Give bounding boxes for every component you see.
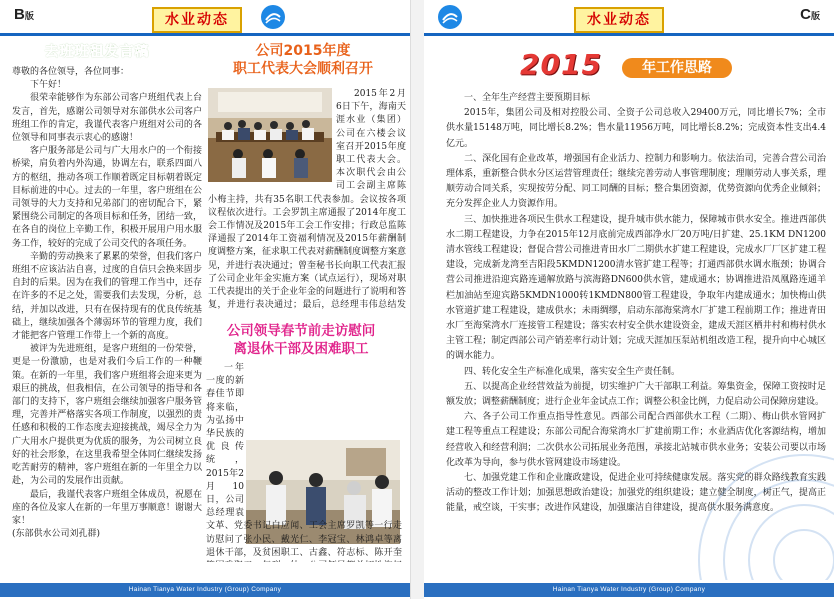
masthead-rule bbox=[424, 33, 834, 36]
footer-right: Hainan Tianya Water Industry (Group) Company bbox=[424, 583, 834, 597]
right-page bbox=[424, 0, 834, 599]
headline-congress: 公司2015年度 职工代表大会顺利召开 bbox=[233, 43, 373, 77]
brand-banner: 水业动态 bbox=[152, 7, 242, 33]
page-label-c: C版 bbox=[800, 6, 820, 23]
title-text: 年工作思路 bbox=[622, 58, 732, 78]
left-page bbox=[0, 0, 410, 599]
ripple-decoration bbox=[654, 440, 834, 580]
footer-left: Hainan Tianya Water Industry (Group) Company bbox=[0, 583, 410, 597]
article-congress: 2015年2月6日下午，海南天涯水业（集团）公司在六楼会议室召开2015年度职工代表大会。本次职代会由公司工会副主席陈小梅主持，共有35名职工代表参加。会议按各项议程依次进行。工会罗凯主席通报了2014年度工会工作情况及2015年工会工作安排；行政总监陈泽通报了2014年工资福利情况及2015年薪酬制度调整方案，征求职工代表对薪酬制度调整方案意见，并进行表决通过；曾奎秘书长向职工代表汇报了公司企业年金实施方案（试点运行），现场对职工代表提出的关于企业年金的问题进行了说明和答复，并进行表决通过；最后，总经理韦伟总结发 bbox=[208, 89, 406, 311]
photo-wrap-spacer bbox=[208, 88, 336, 184]
section-title: 去班班租发言稿 bbox=[44, 44, 150, 60]
brand-banner: 水业动态 bbox=[574, 7, 664, 33]
photo-wrap-spacer-2 bbox=[244, 440, 402, 520]
headline-visit: 公司领导春节前走访慰问 离退休干部及困难职工 bbox=[226, 323, 376, 357]
article-speech: 尊敬的各位领导，各位同事： 下午好！ 很荣幸能够作为东部公司客户班组代表上台发言，首先，感谢公司领导对东部供水公司客户班组工作的肯定，我谨代表客户班组对公司的各位领导和同事表示衷心的感谢！ 客户服务部是公司与广大用水户的一个衔接桥梁，肩负着内外沟通，协调左右，联系四面八方的枢纽，推动各项工作顺着既定目标朝着既定目标前进的中心。过去的一年里，客户班组在公司领导的大力支持和兄弟部门的密切配合下，紧紧围绕公司制定的各项目标和任务，团结一致，在各自的岗位上辛勤工作，积极开展用户用水服务工作，较好的完成了公司交代的各项任务。 辛勤的劳动换来了累累的荣誉，但我们客户班组不应该沾沾自喜，过度的自信只会换来固步自封的后果。因为在我们的管理工作当中，还存在许多的不足之处，需要我们去发现，分析，总结，并加以改进，只有在保持现有的优良传统基础上，继续加强各个薄弱环节的管理力度，我们才能把客户管理工作带上一个新的高度。 被评为先进班组，是客户班组的一份荣誉，更是一份激励，也是对我们今后工作的一种鞭策。在新的一年里，我们客户班组将会迎来更为艰巨的挑战，但我相信，在公司领导的指导和各部门的支持下，客户班组会继续加强客户服务管理，完善并严格落实各项工作制度，以强烈的责任感和积极的工作态度去迎接挑战，竭尽全力为广大用水户提供更为优质的服务，为公司树立良好的社会形象，在这里我希望全体同仁继续发扬吃苦耐劳的精神，客户班组在新的一年里全力以赴，为公司的发展作出贡献。 最后，我谨代表客户班组全体成员，祝愿在座的各位及家人在新的一年里万事顺意！谢谢大家！ (东部供水公司刘孔群) bbox=[12, 67, 202, 540]
title-year: 2015 bbox=[520, 48, 602, 81]
page-label-b: B版 bbox=[14, 6, 34, 23]
article-visit: 一年一度的新春佳节即将来临，为弘扬中华民族的优良传统，2015年2月10日，公司总经理袁文革、党委书记白应闻、工会主席罗凯等一行走访慰问了张小民、戴光仁、李冠宝、林鸿卓等离退休干部，及贫困职工、古鑫、符志标、陈开奎 bbox=[206, 363, 402, 558]
company-logo-icon bbox=[261, 5, 285, 29]
work-plan-body: 一、全年生产经营主要预期目标 2015年，集团公司及相对控股公司、全资子公司总收入29400万元，同比增长7%；全市供水量15148万吨，同比增长8.2%；售水量11956万吨，同比增长8.2%；完成资本性支出4.4亿元。 二、深化国有企业改革，增强国有企业活力、控制力和影响力。依法治司，完善合营公司治理体系，重新整合供水分区运营管理责任；继续完善劳动人事管理制度；理顺劳动人事关系，理顺劳动合同关系，实现按劳分配、同工同酬的目标；整合集团资源，优势资源向优秀企业倾斜；充分发挥企业人力资源作用。 三、加快推进各项民生供水工程建设，提升城市供水能力，保障城市供水安全。推进西部供水二期工程建设，力争在2015年12月底前完成西部净水厂20万吨/日扩建、25.1KM DN1200清水管线工程建设；督促合营公司推进青田水厂二期供水扩建工程建设，完成水厂厂区扩建工程建设，完成新龙湾至吉阳段5KMDN1200清水管扩建工程等；打通西部供水调水瓶颈；协调合营公司推进沿迎宾路连通解放路与滨海路DN600供水管，建成通水；协调推进沿凤凰路连通羊栏加油站至迎宾路5KMDN1000转1KMDN800管工程建设，争取年内建成通水；加快梅山供水管道扩建工程建设，建成供水；未雨绸缪，启动东部海棠湾水厂扩建工程前期工作；推进青田水厂至海棠湾水厂连接管工程建设；落实农村安全供水建设资金，建成天涯区栖井村和梅村供水主管工程；制定西部公司产销差率行动计划；完成天涯加压泵站机组改造工程，提升向中心城区的调水能力。 四、转化安全生产标准化成果，落实安全生产责任制。 五、以提高企业经营效益为前提，切实维护广大干部职工利益。筹集资金，保障工资按时足额发放；调整薪酬制度；进行企业年金试点工作；调整公积金比例，力促启动公司保障房建设。 六、各子公司工作重点指导性意见。西部公司配合西部供水工程（二期）、梅山供水管网扩建工程等重点工程建设；东部公司配合海棠湾水厂扩建前期工作；水业酒店优化客源结构，增加经营收入和经营利润；二次供水公司拓展业务范围，承接北站城市供水业务；安装公司要以市场化改革为导向，参与供水管网建设市场建设。 七、加强党建工作和企业廉政建设，促进企业可持续健康发展。落实党的群众路线教育实践活动的整改工作计划；加强思想政治建设；加强党的组织建设；建立健全制度，树正气，提高正能量，戒空谈，干实事；改进作风建设，加强廉洁自律建设，提高供水服务满意度。 bbox=[446, 93, 826, 514]
company-logo-icon bbox=[438, 5, 462, 29]
masthead-rule bbox=[0, 33, 410, 36]
